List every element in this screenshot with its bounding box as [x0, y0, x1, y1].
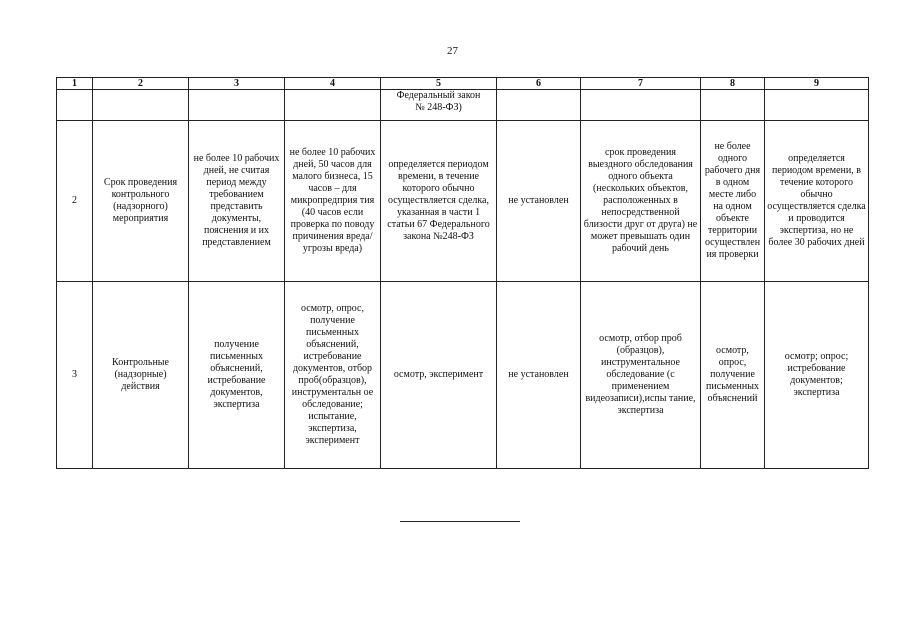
- table-cell: не более 10 рабочих дней, 50 часов для малого бизнеса, 15 часов – для микропредприя тия (40 часов если проверка по поводу причинения вреда/угрозы вреда): [285, 121, 381, 282]
- column-header: 2: [93, 78, 189, 90]
- footer-separator-line: [400, 521, 520, 522]
- table-cell: [57, 90, 93, 121]
- table-cell: [765, 90, 869, 121]
- table-cell: Срок проведения контрольного (надзорного) мероприятия: [93, 121, 189, 282]
- table-cell: получение письменных объяснений, истребование документов, экспертиза: [189, 282, 285, 469]
- requirements-table: [56, 77, 869, 469]
- column-header: 8: [701, 78, 765, 90]
- table-header-row: [57, 78, 869, 90]
- table-cell: осмотр; опрос; истребование документов; экспертиза: [765, 282, 869, 469]
- column-header: 1: [57, 78, 93, 90]
- table-cell: [285, 90, 381, 121]
- table-continuation-row: [57, 90, 869, 121]
- table-cell: срок проведения выездного обследования одного объекта (нескольких объектов, расположенных в непосредственной близости друг от друга) не может превышать один рабочий день: [581, 121, 701, 282]
- table-cell: [93, 90, 189, 121]
- column-header: 5: [381, 78, 497, 90]
- table-cell: определяется периодом времени, в течение которого обычно осуществляется сделка, указанная в части 1 статьи 67 Федерального закона №248-ФЗ: [381, 121, 497, 282]
- table-cell: Контрольные (надзорные) действия: [93, 282, 189, 469]
- column-header: 3: [189, 78, 285, 90]
- row-number: 2: [57, 121, 93, 282]
- table-cell: осмотр, эксперимент: [381, 282, 497, 469]
- table-cell: [189, 90, 285, 121]
- table-cell: осмотр, опрос, получение письменных объяснений: [701, 282, 765, 469]
- column-header: 7: [581, 78, 701, 90]
- table-cell: [581, 90, 701, 121]
- table-cell: [497, 90, 581, 121]
- table-row: [57, 282, 869, 469]
- table-cell: Федеральный закон № 248-ФЗ): [381, 90, 497, 121]
- table-row: [57, 121, 869, 282]
- table-cell: осмотр, опрос, получение письменных объяснений, истребование документов, отбор проб(образцов), инструментальн ое обследование; испытание, экспертиза, эксперимент: [285, 282, 381, 469]
- column-header: 6: [497, 78, 581, 90]
- table-cell: определяется периодом времени, в течение которого обычно осуществляется сделка и проводится экспертиза, но не более 30 рабочих дней: [765, 121, 869, 282]
- table-cell: не установлен: [497, 282, 581, 469]
- page-number: 27: [447, 45, 458, 57]
- table-cell: не установлен: [497, 121, 581, 282]
- table-cell: [701, 90, 765, 121]
- table-cell: не более 10 рабочих дней, не считая период между требованием представить документы, пояснения и их представлением: [189, 121, 285, 282]
- column-header: 9: [765, 78, 869, 90]
- row-number: 3: [57, 282, 93, 469]
- table-cell: не более одного рабочего дня в одном месте либо на одном объекте территории осуществлен ия проверки: [701, 121, 765, 282]
- column-header: 4: [285, 78, 381, 90]
- table-cell: осмотр, отбор проб (образцов), инструментальное обследование (с применением видеозаписи),испы тание, экспертиза: [581, 282, 701, 469]
